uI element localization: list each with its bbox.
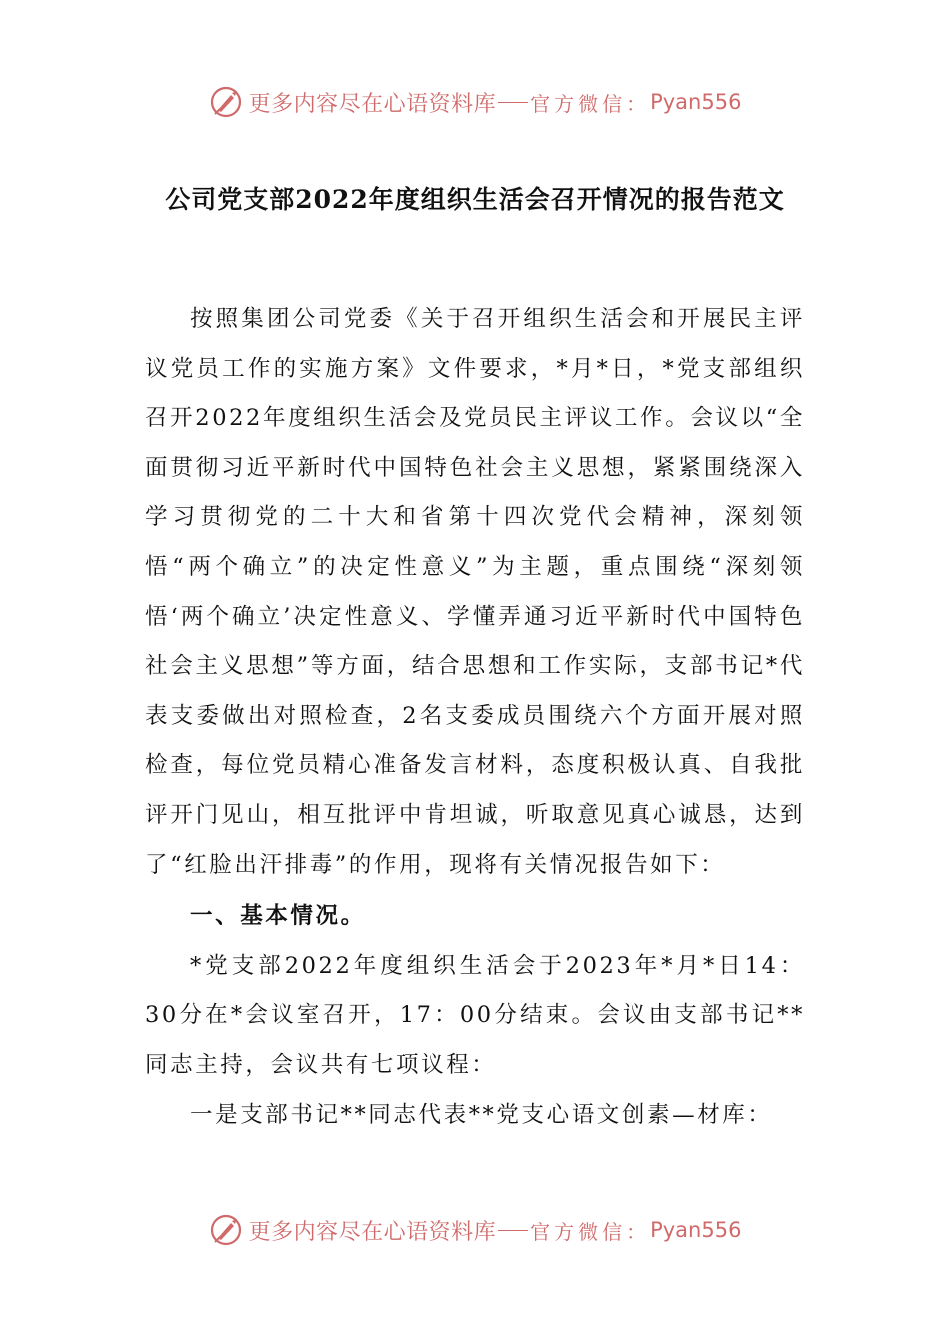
separator-dash [498, 102, 528, 103]
document-body [145, 295, 805, 1140]
watermark-banner-bottom [0, 1210, 950, 1250]
wechat-id: Pyan556 [650, 90, 742, 114]
brand-text: 更多内容尽在心语资料库 [248, 1219, 497, 1245]
wechat-label: 官方微信： [530, 1219, 651, 1244]
paragraph-intro: 按照集团公司党委《关于召开组织生活会和开展民主评议党员工作的实施方案》文件要求，*月*日，*党支部组织召开2022年度组织生活会及党员民主评议工作。会议以“全面贯彻习近平新时代中国特色社会主义思想，紧紧围绕深入学习贯彻党的二十大和省第十四次党代会精神，深刻领悟“两个确立”的决定性意义”为主题，重点围绕“深刻领悟‘两个确立’决定性意义、学懂弄通习近平新时代中国特色社会主义思想”等方面，结合思想和工作实际，支部书记*代表支委做出对照检查，2名支委成员围绕六个方面开展对照检查，每位党员精心准备发言材料，态度积极认真、自我批评开门见山，相互批评中肯坦诚，听取意见真心诚恳，达到了“红脸出汗排毒”的作用，现将有关情况报告如下： [145, 306, 805, 878]
pen-nib-circle-icon [209, 85, 243, 119]
paragraph-basic-info: *党支部2022年度组织生活会于2023年*月*日14：30分在*会议室召开，17：00分结束。会议由支部书记**同志主持，会议共有七项议程： [145, 952, 805, 1078]
watermark-banner-top [0, 82, 950, 122]
wechat-id: Pyan556 [650, 1218, 742, 1242]
separator-dash [498, 1230, 528, 1231]
wechat-label: 官方微信： [530, 91, 651, 116]
section-heading-basic: 一、基本情况。 [190, 903, 366, 930]
pen-nib-circle-icon [209, 1213, 243, 1247]
brand-text: 更多内容尽在心语资料库 [248, 91, 497, 117]
paragraph-agenda-first: 一是支部书记**同志代表**党支心语文创素—材库： [190, 1101, 773, 1128]
document-title: 公司党支部2022年度组织生活会召开情况的报告范文 [165, 185, 785, 214]
